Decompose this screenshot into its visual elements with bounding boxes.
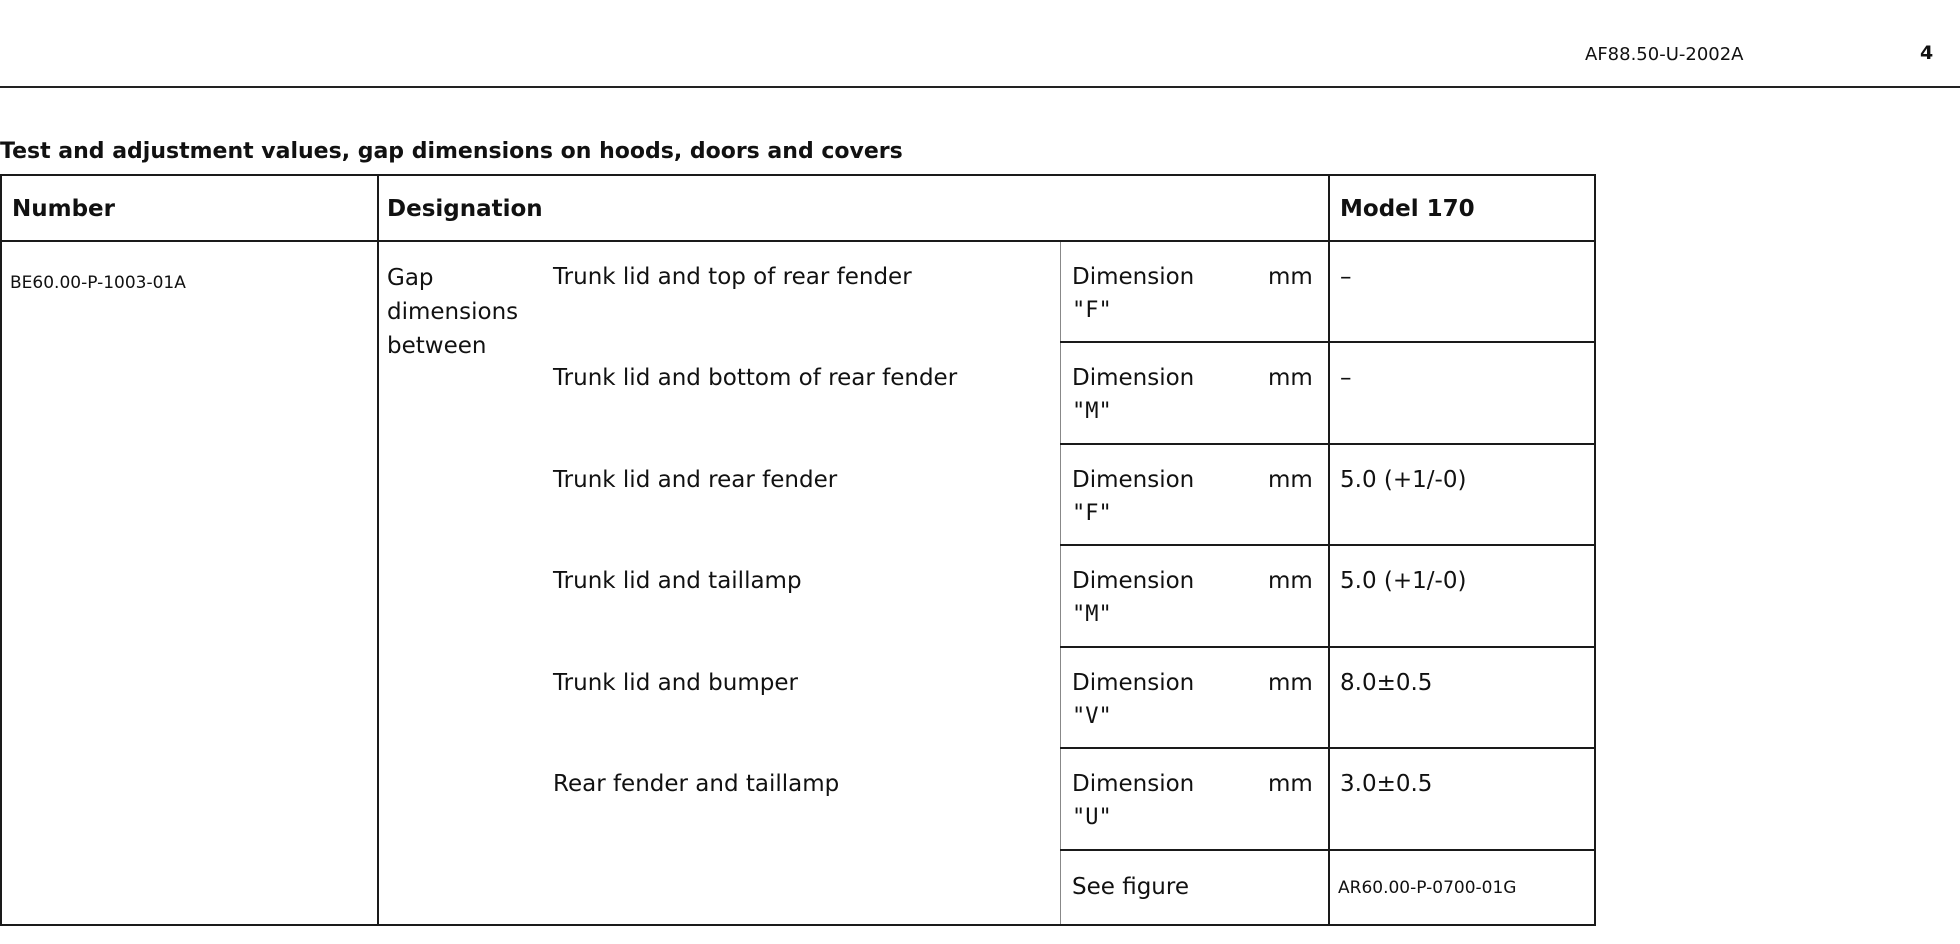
row-value: 3.0±0.5 bbox=[1340, 771, 1433, 797]
row-value: – bbox=[1340, 264, 1352, 290]
document-id: AF88.50-U-2002A bbox=[1585, 44, 1744, 65]
row-divider-1 bbox=[1060, 341, 1330, 343]
row-dimension bbox=[1072, 361, 1312, 429]
row-value: – bbox=[1340, 365, 1352, 391]
table-border-right bbox=[1594, 174, 1596, 926]
column-header-model: Model 170 bbox=[1340, 196, 1475, 222]
row-value: 5.0 (+1/-0) bbox=[1340, 467, 1467, 493]
row-divider-3-model bbox=[1330, 544, 1594, 546]
row-dimension bbox=[1072, 463, 1312, 531]
row-dimension bbox=[1072, 767, 1312, 835]
column-divider-dimension bbox=[1060, 242, 1061, 924]
dimension-code: "M" bbox=[1072, 399, 1112, 424]
row-description: Rear fender and taillamp bbox=[553, 771, 840, 797]
table-border-left bbox=[0, 174, 2, 926]
dimension-label: Dimension bbox=[1072, 670, 1195, 696]
dimension-code: "F" bbox=[1072, 298, 1112, 323]
dimension-code: "F" bbox=[1072, 501, 1112, 526]
table-border-bottom bbox=[0, 924, 1596, 926]
header-row-divider bbox=[0, 240, 1596, 242]
figure-reference-code: AR60.00-P-0700-01G bbox=[1338, 878, 1517, 898]
row-description: Trunk lid and rear fender bbox=[553, 467, 838, 493]
dimension-code: "U" bbox=[1072, 805, 1112, 830]
section-title: Test and adjustment values, gap dimensions on hoods, doors and covers bbox=[0, 139, 903, 164]
row-description: Trunk lid and taillamp bbox=[553, 568, 802, 594]
dimension-unit: mm bbox=[1268, 568, 1313, 594]
row-divider-4-model bbox=[1330, 646, 1594, 648]
column-divider-number bbox=[377, 174, 379, 926]
row-dimension bbox=[1072, 666, 1312, 734]
row-divider-4 bbox=[1060, 646, 1330, 648]
dimension-code: "V" bbox=[1072, 704, 1112, 729]
dimension-label: Dimension bbox=[1072, 568, 1195, 594]
dimension-label: Dimension bbox=[1072, 264, 1195, 290]
row-description: Trunk lid and bumper bbox=[553, 670, 798, 696]
row-divider-6 bbox=[1060, 849, 1330, 851]
dimension-unit: mm bbox=[1268, 467, 1313, 493]
dimension-unit: mm bbox=[1268, 670, 1313, 696]
group-label-line3: between bbox=[387, 333, 487, 359]
column-header-designation: Designation bbox=[387, 196, 543, 222]
dimension-code: "M" bbox=[1072, 602, 1112, 627]
dimension-label: Dimension bbox=[1072, 771, 1195, 797]
column-header-number: Number bbox=[12, 196, 115, 222]
gap-dimensions-table bbox=[0, 174, 1596, 926]
part-number: BE60.00-P-1003-01A bbox=[10, 273, 186, 293]
row-divider-3 bbox=[1060, 544, 1330, 546]
dimension-unit: mm bbox=[1268, 264, 1313, 290]
dimension-label: Dimension bbox=[1072, 467, 1195, 493]
row-description: Trunk lid and bottom of rear fender bbox=[553, 365, 958, 391]
row-divider-6-model bbox=[1330, 849, 1594, 851]
column-divider-model bbox=[1328, 174, 1330, 926]
see-figure-label: See figure bbox=[1072, 874, 1189, 900]
table-border-top bbox=[0, 174, 1596, 176]
dimension-unit: mm bbox=[1268, 771, 1313, 797]
page-number: 4 bbox=[1920, 42, 1934, 64]
dimension-unit: mm bbox=[1268, 365, 1313, 391]
row-divider-2-model bbox=[1330, 443, 1594, 445]
row-divider-1-model bbox=[1330, 341, 1594, 343]
row-value: 5.0 (+1/-0) bbox=[1340, 568, 1467, 594]
header-divider bbox=[0, 86, 1960, 88]
group-label-line1: Gap bbox=[387, 265, 434, 291]
row-divider-5-model bbox=[1330, 747, 1594, 749]
group-label-line2: dimensions bbox=[387, 299, 519, 325]
row-divider-2 bbox=[1060, 443, 1330, 445]
dimension-label: Dimension bbox=[1072, 365, 1195, 391]
row-divider-5 bbox=[1060, 747, 1330, 749]
row-dimension bbox=[1072, 564, 1312, 632]
row-dimension bbox=[1072, 260, 1312, 328]
row-description: Trunk lid and top of rear fender bbox=[553, 264, 912, 290]
row-value: 8.0±0.5 bbox=[1340, 670, 1433, 696]
